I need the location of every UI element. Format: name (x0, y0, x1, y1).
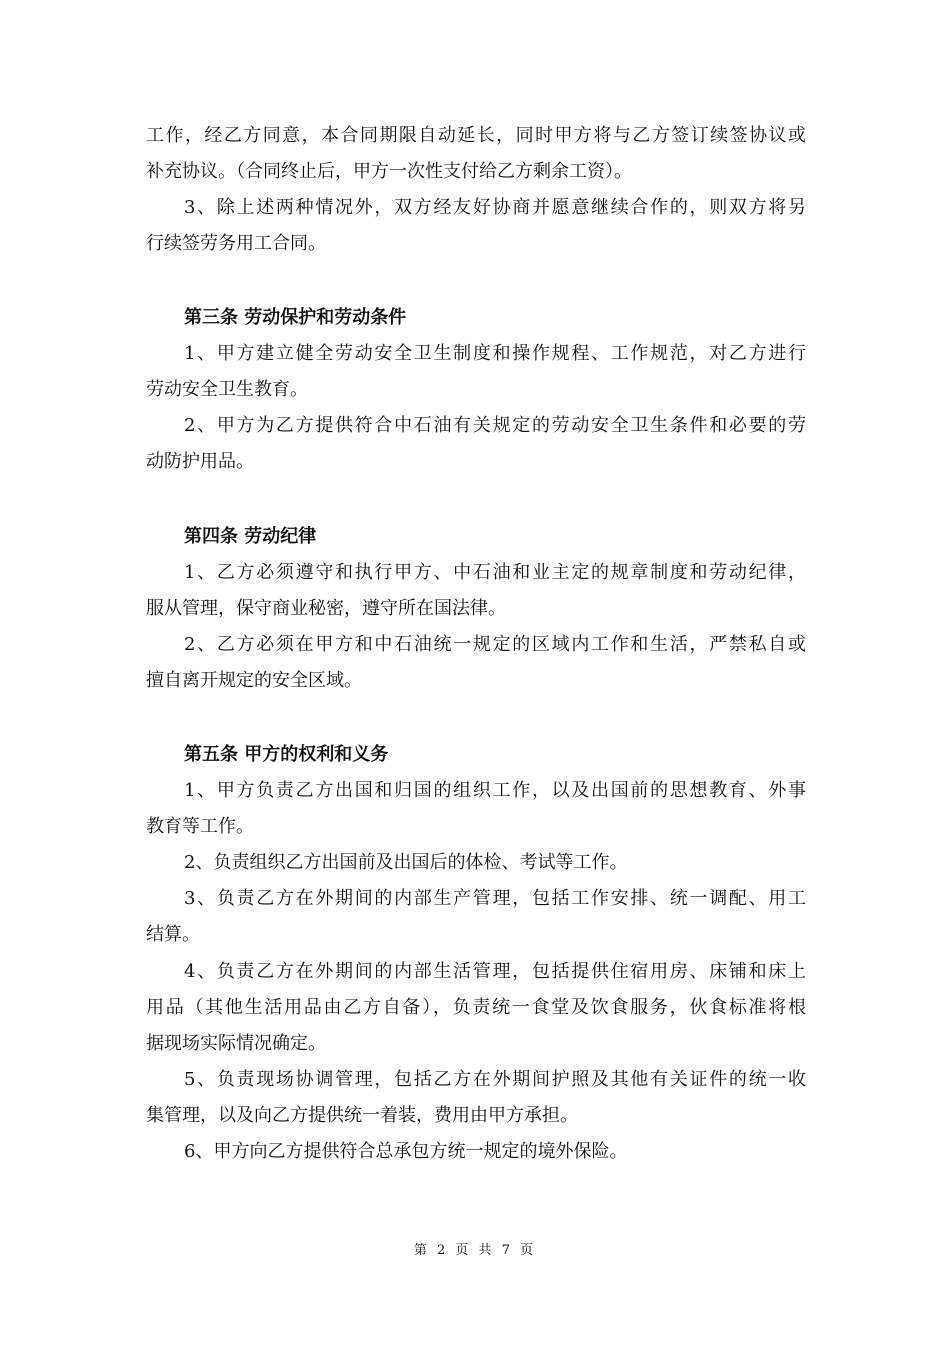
section-heading: 第五条 甲方的权利和义务 (184, 744, 389, 765)
paragraph-line: 集管理，以及向乙方提供统一着装，费用由甲方承担。 (146, 1105, 578, 1126)
paragraph-line: 1、乙方必须遵守和执行甲方、中石油和业主定的规章制度和劳动纪律， (184, 562, 806, 583)
page-number-footer: 第 2 页 共 7 页 (413, 1243, 537, 1258)
paragraph-line: 2、乙方必须在甲方和中石油统一规定的区域内工作和生活，严禁私自或 (184, 634, 806, 655)
paragraph-line: 1、甲方负责乙方出国和归国的组织工作，以及出国前的思想教育、外事 (184, 780, 806, 801)
paragraph-line: 教育等工作。 (146, 816, 254, 837)
paragraph-line: 4、负责乙方在外期间的内部生活管理，包括提供住宿用房、床铺和床上 (184, 961, 806, 982)
paragraph-line: 服从管理，保守商业秘密，遵守所在国法律。 (146, 598, 506, 619)
paragraph-line: 据现场实际情况确定。 (146, 1033, 326, 1054)
paragraph-line: 结算。 (146, 924, 200, 945)
paragraph-line: 1、甲方建立健全劳动安全卫生制度和操作规程、工作规范，对乙方进行 (184, 343, 806, 364)
paragraph-line: 用品（其他生活用品由乙方自备），负责统一食堂及饮食服务，伙食标准将根 (146, 997, 806, 1018)
paragraph-line: 补充协议。（合同终止后，甲方一次性支付给乙方剩余工资）。 (146, 161, 632, 182)
paragraph-line: 2、负责组织乙方出国前及出国后的体检、考试等工作。 (184, 852, 628, 873)
paragraph-line: 3、除上述两种情况外，双方经友好协商并愿意继续合作的，则双方将另 (184, 197, 806, 218)
paragraph-line: 工作，经乙方同意，本合同期限自动延长，同时甲方将与乙方签订续签协议或 (146, 125, 806, 146)
section-heading: 第三条 劳动保护和劳动条件 (184, 307, 407, 328)
paragraph-line: 2、甲方为乙方提供符合中石油有关规定的劳动安全卫生条件和必要的劳 (184, 415, 806, 436)
paragraph-line: 劳动安全卫生教育。 (146, 379, 308, 400)
section-heading: 第四条 劳动纪律 (184, 526, 317, 547)
paragraph-line: 动防护用品。 (146, 451, 254, 472)
paragraph-line: 擅自离开规定的安全区域。 (146, 670, 362, 691)
paragraph-line: 3、负责乙方在外期间的内部生产管理，包括工作安排、统一调配、用工 (184, 888, 806, 909)
paragraph-line: 6、甲方向乙方提供符合总承包方统一规定的境外保险。 (184, 1141, 628, 1162)
paragraph-line: 5、负责现场协调管理，包括乙方在外期间护照及其他有关证件的统一收 (184, 1069, 806, 1090)
paragraph-line: 行续签劳务用工合同。 (146, 233, 326, 254)
